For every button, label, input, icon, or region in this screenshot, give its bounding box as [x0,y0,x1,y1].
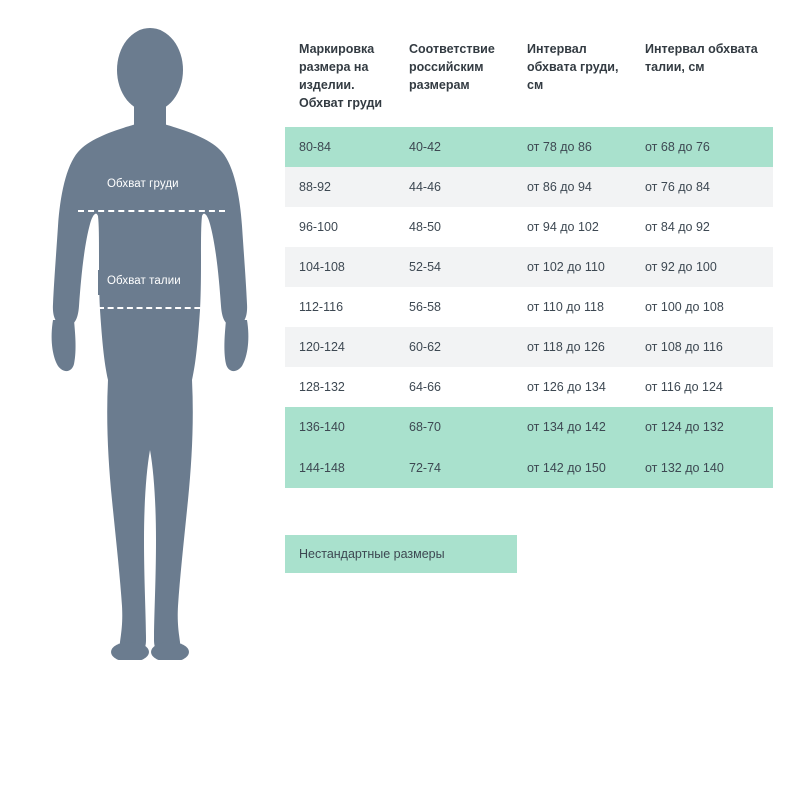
table-cell: 104-108 [285,247,395,287]
table-cell: 68-70 [395,407,513,447]
table-cell: 44-46 [395,167,513,207]
table-cell: 88-92 [285,167,395,207]
table-cell: от 126 до 134 [513,367,631,407]
column-header-chest-range: Интервал обхвата груди, см [527,42,619,93]
table-cell: от 84 до 92 [631,207,773,247]
table-cell: от 110 до 118 [513,287,631,327]
nonstandard-sizes-button[interactable]: Нестандартные размеры [285,535,517,573]
column-header-waist-range: Интервал обхвата талии, см [645,42,758,75]
table-cell: от 68 до 76 [631,127,773,167]
chest-measure-line [78,210,225,212]
table-cell: от 142 до 150 [513,448,631,488]
table-row [285,327,773,367]
table-cell: 72-74 [395,448,513,488]
table-cell: 96-100 [285,207,395,247]
table-cell: от 108 до 116 [631,327,773,367]
table-cell: от 86 до 94 [513,167,631,207]
size-table [285,32,773,488]
column-header-russian-size: Соответствие российским размерам [409,42,495,93]
table-cell: 128-132 [285,367,395,407]
table-row [285,247,773,287]
table-cell: от 78 до 86 [513,127,631,167]
table-row [285,167,773,207]
table-row [285,448,773,488]
table-cell: 112-116 [285,287,395,327]
table-cell: 60-62 [395,327,513,367]
body-figure-panel [20,20,275,660]
table-row [285,287,773,327]
waist-measure-label: Обхват талии [98,270,190,295]
table-cell: от 134 до 142 [513,407,631,447]
table-row [285,367,773,407]
table-cell: 80-84 [285,127,395,167]
table-header-row [285,32,773,127]
table-row [285,407,773,447]
column-header-marking: Маркировка размера на изделии. Обхват груди [299,42,383,111]
table-cell: 64-66 [395,367,513,407]
table-row [285,127,773,167]
table-cell: от 94 до 102 [513,207,631,247]
table-cell: 144-148 [285,448,395,488]
table-cell: от 100 до 108 [631,287,773,327]
table-cell: 40-42 [395,127,513,167]
table-row [285,207,773,247]
chest-measure-label: Обхват груди [98,173,188,198]
table-cell: 52-54 [395,247,513,287]
waist-measure-line [98,307,210,309]
table-cell: от 124 до 132 [631,407,773,447]
table-cell: 136-140 [285,407,395,447]
table-body [285,127,773,488]
table-cell: 120-124 [285,327,395,367]
table-cell: от 116 до 124 [631,367,773,407]
table-cell: 56-58 [395,287,513,327]
table-cell: от 132 до 140 [631,448,773,488]
table-cell: от 76 до 84 [631,167,773,207]
table-cell: от 102 до 110 [513,247,631,287]
table-cell: от 118 до 126 [513,327,631,367]
male-body-silhouette-icon [20,20,275,660]
table-cell: от 92 до 100 [631,247,773,287]
table-cell: 48-50 [395,207,513,247]
